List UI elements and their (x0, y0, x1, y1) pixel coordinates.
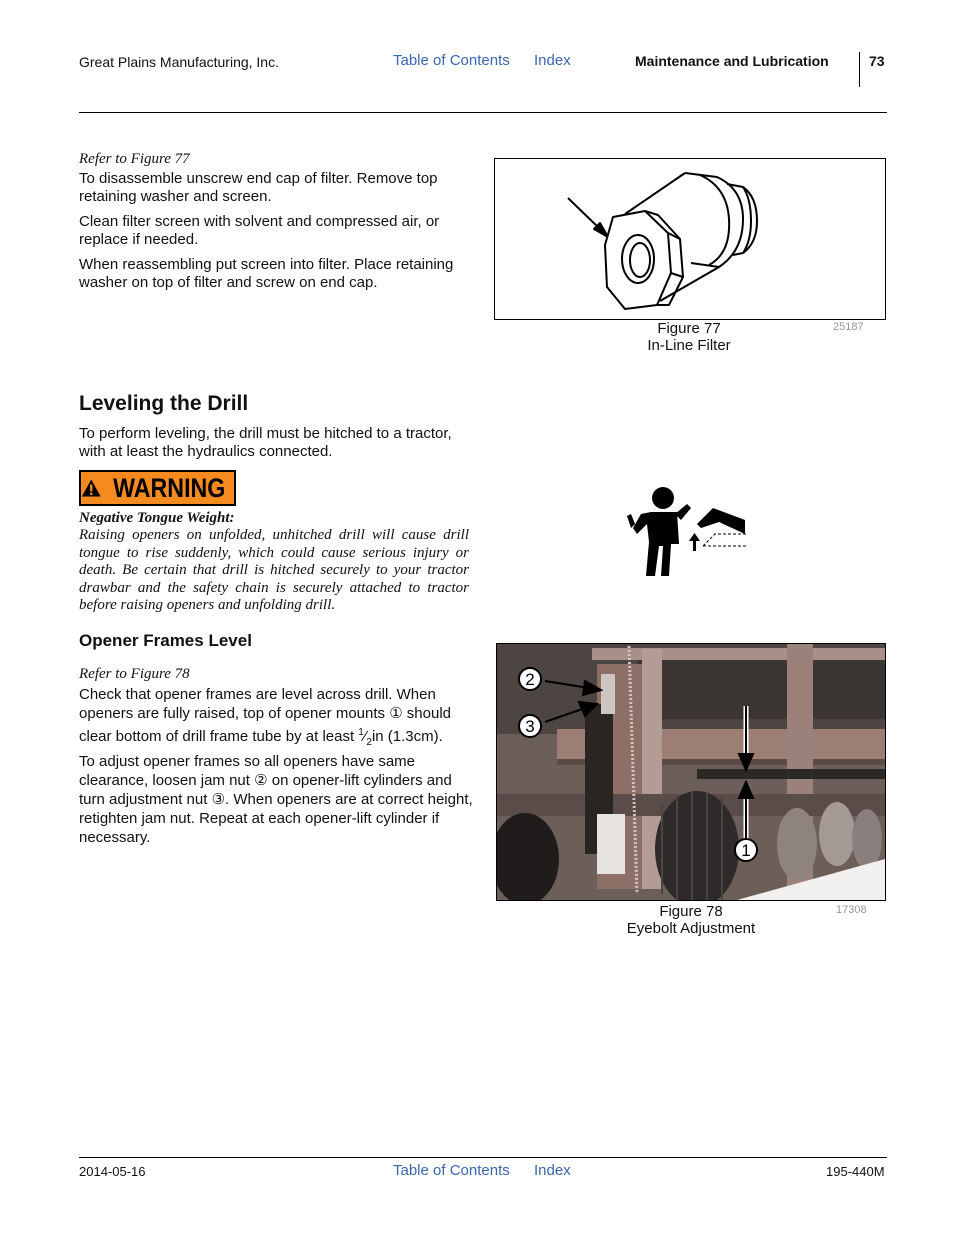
opener-p2-part-b: on opener-lift cylinders and turn adjustment nut (79, 772, 452, 808)
figure-77-label: Figure 77 (657, 320, 721, 337)
opener-paragraph-2 (79, 752, 474, 847)
opener-p1-part-a: Check that opener frames are level across drill. When openers are fully raised, top of opener mounts (79, 686, 436, 722)
opener-p1-part-b: should clear bottom of drill frame tube by at least (79, 705, 452, 745)
warning-triangle-icon (81, 477, 102, 499)
figure-77-frame (494, 158, 886, 320)
header-rule (79, 112, 887, 113)
filter-paragraph-1: To disassemble unscrew end cap of filter. Remove top retaining washer and screen. (79, 170, 438, 205)
refer-figure-77: Refer to Figure 77 (79, 151, 190, 167)
warning-badge (79, 470, 236, 506)
footer-doc-number: 195-440M (826, 1164, 885, 1179)
figure-78-title: Eyebolt Adjustment (626, 920, 756, 937)
index-link-bottom[interactable]: Index (534, 1162, 571, 1179)
leveling-heading: Leveling the Drill (79, 392, 249, 415)
figure-77-id: 25187 (833, 321, 864, 333)
fraction-denominator: 2 (366, 737, 372, 748)
filter-paragraph-2: Clean filter screen with solvent and compressed air, or replace if needed. (79, 213, 440, 248)
inline-filter-illustration (495, 159, 885, 319)
tongue-rise-hazard-icon (625, 484, 750, 579)
opener-frames-heading: Opener Frames Level (79, 631, 252, 650)
section-title: Maintenance and Lubrication (635, 53, 829, 69)
fraction-numerator: 1 (358, 727, 364, 738)
figure-78-id: 17308 (836, 904, 867, 916)
figure-77-title: In-Line Filter (647, 337, 731, 354)
footer-rule (79, 1157, 887, 1158)
opener-paragraph-1: Check that opener frames are level across drill. When openers are fully raised, top of opener mounts ① should clear bottom of drill frame tube by at least $^1⁄_2in$ (1.3cm). (79, 686, 452, 748)
index-link-top[interactable]: Index (534, 52, 571, 69)
leveling-intro: To perform leveling, the drill must be hitched to a tractor, with at least the hydraulics connected. (79, 425, 452, 460)
callout-3-text: 3 (525, 717, 535, 736)
figure-78-frame (496, 643, 886, 901)
company-name: Great Plains Manufacturing, Inc. (79, 54, 279, 70)
header-divider (859, 52, 860, 87)
figure-78-caption (591, 903, 791, 937)
warning-text: Raising openers on unfolded, unhitched drill will cause drill tongue to rise suddenly, which could cause serious injury or death. Be certain that drill is hitched securely to your tractor drawbar and the safety chain is securely attached to tractor before raising openers and unfolding drill. (79, 527, 469, 613)
callout-2-text: 2 (525, 670, 535, 689)
callout-marker-3: ③ (211, 791, 226, 808)
page-number: 73 (869, 53, 885, 69)
eyebolt-adjustment-photo (497, 644, 885, 900)
warning-label: WARNING (112, 472, 225, 503)
opener-p2-part-a: To adjust opener frames so all openers have same clearance, loosen jam nut (79, 753, 416, 789)
filter-paragraph-3: When reassembling put screen into filter. Place retaining washer on top of filter and screw on end cap. (79, 256, 454, 291)
callout-1-text: 1 (741, 841, 751, 860)
toc-link-bottom[interactable]: Table of Contents (393, 1162, 510, 1179)
callout-marker-1: ① (389, 705, 403, 722)
warning-heading: Negative Tongue Weight: (79, 510, 235, 526)
figure-77-caption (589, 320, 789, 354)
toc-link-top[interactable]: Table of Contents (393, 52, 510, 69)
opener-p1-part-c: in (1.3cm). (371, 728, 443, 745)
footer-date: 2014-05-16 (79, 1164, 146, 1179)
callout-marker-2: ② (254, 772, 268, 789)
figure-78-label: Figure 78 (659, 903, 723, 920)
refer-figure-78: Refer to Figure 78 (79, 666, 190, 682)
opener-p2-part-c: . When openers are at correct height, retighten jam nut. Repeat at each opener-lift cylinder if necessary. (79, 791, 473, 846)
